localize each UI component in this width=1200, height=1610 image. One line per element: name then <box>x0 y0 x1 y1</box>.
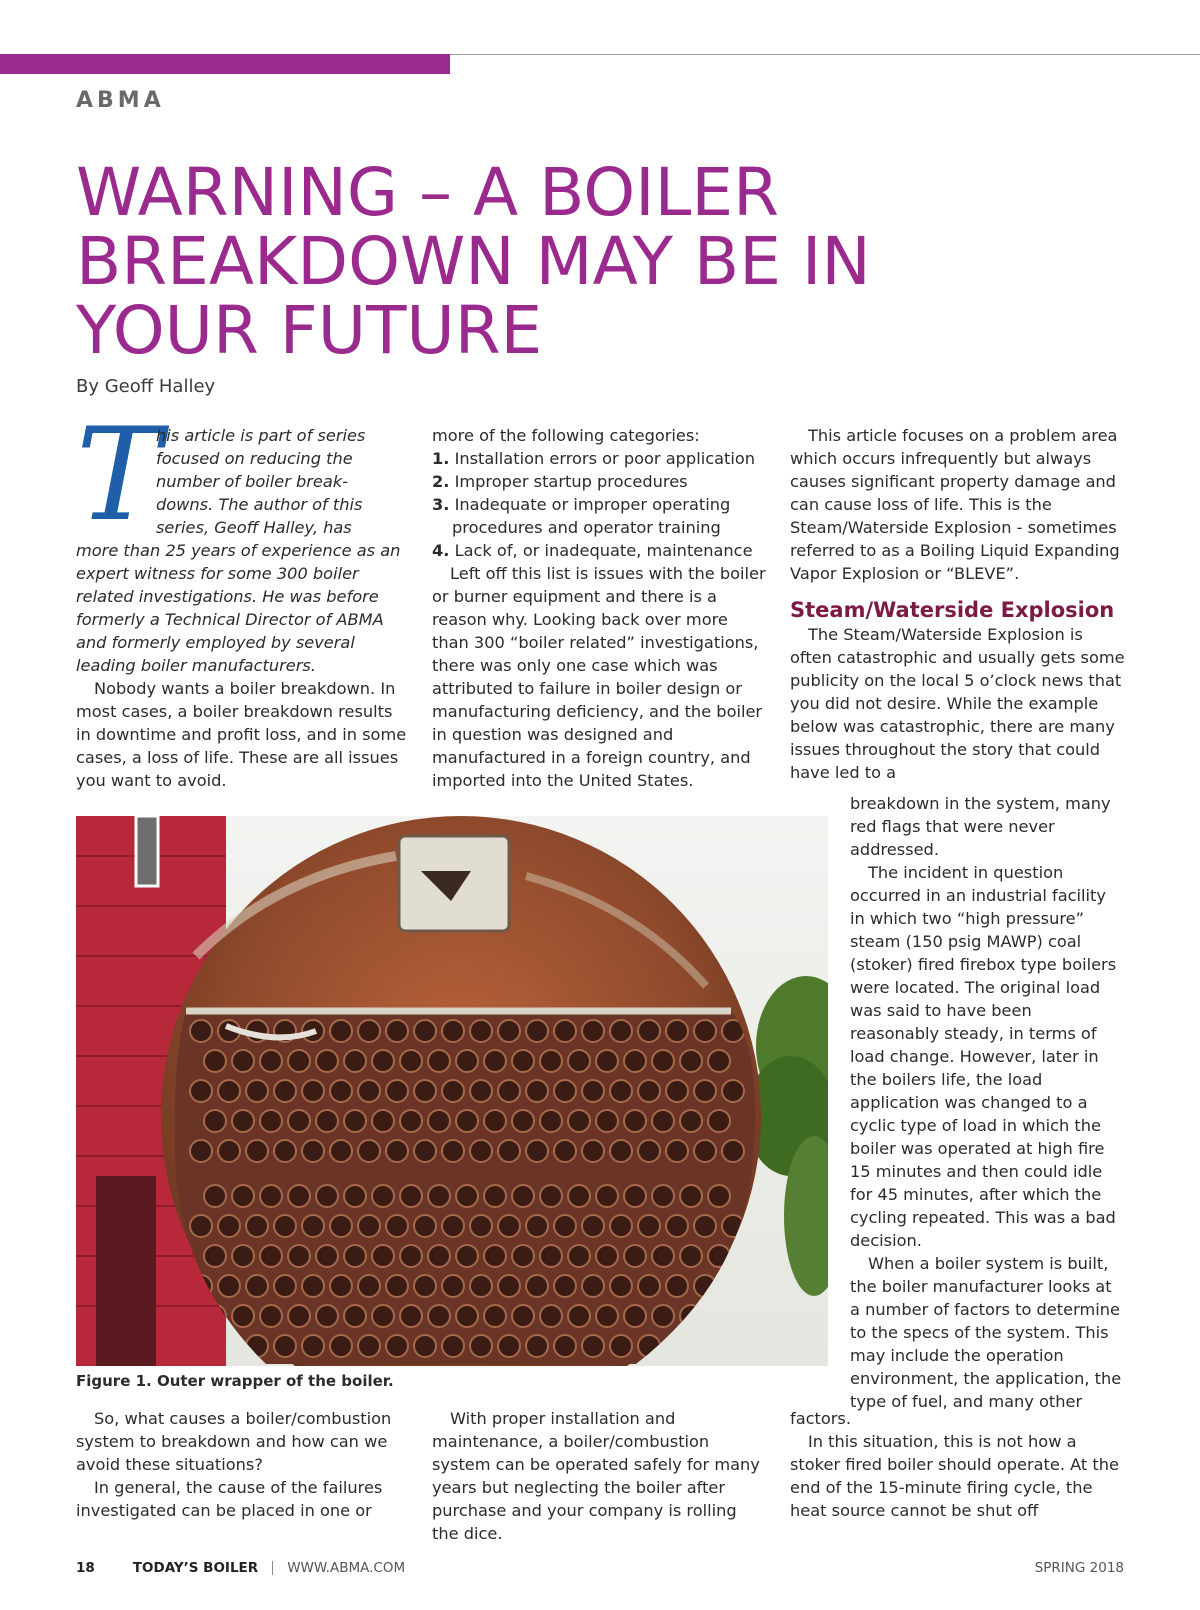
list-text: Lack of, or inadequate, maintenance <box>454 541 753 560</box>
body-paragraph: Left off this list is issues with the boiler or burner equipment and there is a reason why. Looking back over more than 300 “boiler related” investigations, there was only one case which was attributed to failure in boiler design or manufacturing deficiency, and the boiler in question was designed and manufactured in a foreign country, and imported into the United States. <box>432 564 766 790</box>
body-paragraph: Nobody wants a boiler breakdown. In most cases, a boiler breakdown results in downtime and profit loss, and in some cases, a loss of life. These are all issues you want to avoid. <box>76 679 407 790</box>
figure-caption: Figure 1. Outer wrapper of the boiler. <box>76 1372 394 1390</box>
page-number: 18 <box>76 1560 95 1576</box>
list-text: Installation errors or poor application <box>454 449 756 468</box>
body-paragraph: The incident in question occurred in an industrial facility in which two “high pressure” steam (150 psig MAWP) coal (stoker) fired firebox type boilers were located. The original load was said to have been reasonably steady, in terms of load change. However, later in the boilers life, the load application was changed to a cyclic type of load in which the boiler was operated at high fire 15 minutes and then could idle for 45 minutes, after which the cycling repeated. This was a bad decision. <box>850 863 1117 1250</box>
body-paragraph: In general, the cause of the failures investigated can be placed in one or <box>76 1478 383 1520</box>
list-number: 1. <box>432 449 450 468</box>
intro-line: downs. The author of this <box>156 495 363 514</box>
list-lead: more of the following categories: <box>432 426 700 445</box>
list-item <box>432 447 767 470</box>
byline: By Geoff Halley <box>76 376 216 397</box>
title-line-2: BREAKDOWN MAY BE IN <box>76 223 871 300</box>
accent-bar <box>0 54 450 74</box>
intro-paragraph <box>76 401 411 677</box>
intro-line: focused on reducing the <box>156 449 353 468</box>
drop-cap: T <box>76 401 162 550</box>
intro-line: number of boiler break- <box>156 472 349 491</box>
section-label: ABMA <box>76 88 165 113</box>
lower-column-1 <box>76 1407 411 1522</box>
boiler-illustration <box>76 816 828 1366</box>
body-paragraph: When a boiler system is built, the boiler manufacturer looks at a number of factors to determine to the specs of the system. This may include the operation environment, the application, the type of fuel, and many other <box>850 1254 1122 1411</box>
column-3 <box>790 424 1125 784</box>
magazine-name: TODAY’S BOILER <box>132 1560 259 1576</box>
subheading: Steam/Waterside Explosion <box>790 598 1115 622</box>
body-paragraph: breakdown in the system, many red flags that were never addressed. <box>850 794 1111 859</box>
boiler-photo <box>76 816 828 1366</box>
body-paragraph: factors. <box>790 1409 852 1428</box>
title-line-3: YOUR FUTURE <box>76 292 543 369</box>
title-line-1: WARNING – A BOILER <box>76 154 779 231</box>
list-item <box>432 539 767 562</box>
intro-line: his article is part of series <box>156 426 366 445</box>
lower-column-2 <box>432 1407 767 1545</box>
intro-line: series, Geoff Halley, has <box>156 518 352 537</box>
column-3-bottom <box>790 1407 1125 1522</box>
column-2 <box>432 424 767 792</box>
website: WWW.ABMA.COM <box>287 1560 406 1576</box>
body-paragraph: The Steam/Waterside Explosion is often catastrophic and usually gets some publicity on the local 5 o’clock news that you did not desire. While the example below was catastrophic, there are many issues throughout the story that could have led to a <box>790 625 1125 782</box>
list-number: 2. <box>432 472 450 491</box>
column-1 <box>76 401 411 792</box>
list-number: 3. <box>432 495 450 514</box>
footer-divider <box>272 1561 273 1575</box>
list-text: Inadequate or improper operating procedures and operator training <box>452 495 731 537</box>
list-text: Improper startup procedures <box>454 472 688 491</box>
issue-date: SPRING 2018 <box>1034 1560 1124 1576</box>
footer-left <box>76 1560 405 1576</box>
cause-list <box>432 447 767 562</box>
article-title <box>76 154 976 369</box>
body-paragraph: So, what causes a boiler/combustion system to breakdown and how can we avoid these situations? <box>76 1409 392 1474</box>
body-paragraph: In this situation, this is not how a stoker fired boiler should operate. At the end of the 15-minute firing cycle, the heat source cannot be shut off <box>790 1432 1119 1520</box>
body-paragraph: This article focuses on a problem area which occurs infrequently but always causes significant property damage and can cause loss of life. This is the Steam/Waterside Explosion - sometimes referred to as a Boiling Liquid Expanding Vapor Explosion or “BLEVE”. <box>790 426 1120 583</box>
list-item <box>432 493 767 539</box>
column-3-narrow <box>850 792 1125 1413</box>
body-paragraph: With proper installation and maintenance, a boiler/combustion system can be operated safely for many years but neglecting the boiler after purchase and your company is rolling the dice. <box>432 1409 760 1543</box>
intro-rest: more than 25 years of experience as an expert witness for some 300 boiler related investigations. He was before formerly a Technical Director of ABMA and formerly employed by several leading boiler manufacturers. <box>76 541 401 675</box>
list-item <box>432 470 767 493</box>
list-number: 4. <box>432 541 450 560</box>
